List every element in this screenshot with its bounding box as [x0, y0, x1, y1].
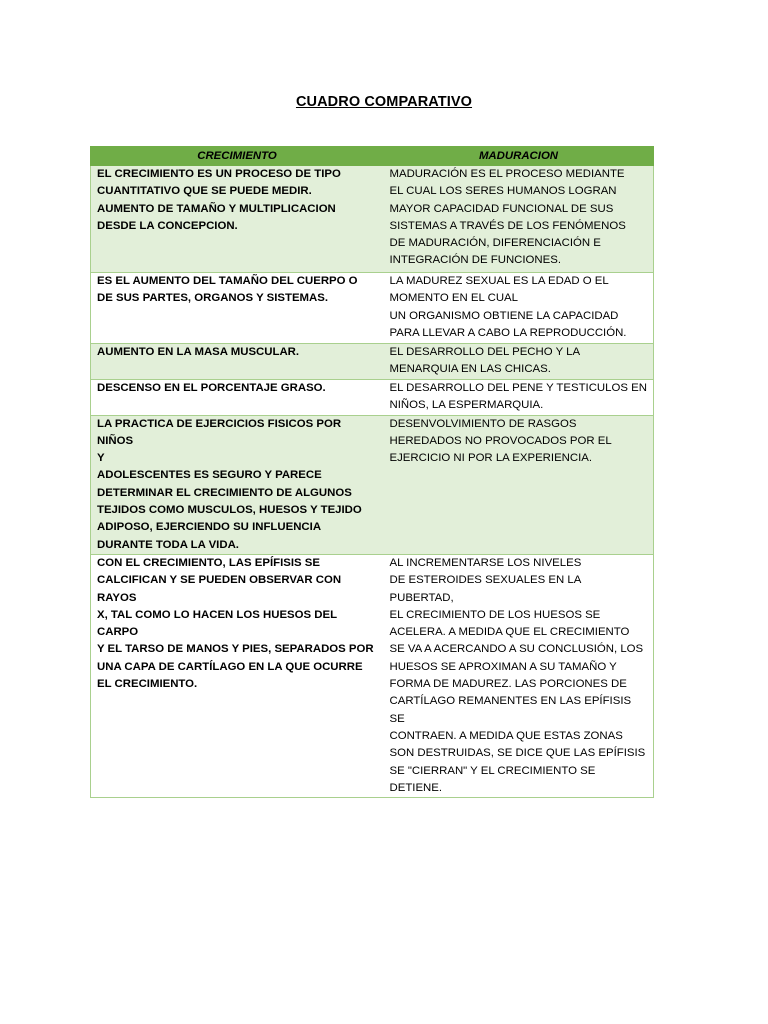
crecimiento-cell: [91, 554, 384, 797]
crecimiento-cell: [91, 415, 384, 554]
maduracion-cell: [384, 380, 654, 416]
column-header-crecimiento: CRECIMIENTO: [91, 147, 384, 166]
cell-text: MADURACIÓN ES EL PROCESO MEDIANTE EL CUAL LOS SERES HUMANOS LOGRAN MAYOR CAPACIDAD FUNCIONAL DE SUS SISTEMAS A TRAVÉS DE LOS FENÓMENOS DE MADURACIÓN, DIFERENCIACIÓN E INTEGRACIÓN DE FUNCIONES.: [389, 168, 626, 267]
cell-text: CON EL CRECIMIENTO, LAS EPÍFISIS SE CALCIFICAN Y SE PUEDEN OBSERVAR CON RAYOS X, TAL COMO LO HACEN LOS HUESOS DEL CARPO Y EL TARSO DE MANOS Y PIES, SEPARADOS POR UNA CAPA DE CARTÍLAGO EN LA QUE OCURRE EL CRECIMIENTO.: [97, 556, 374, 691]
crecimiento-cell: [91, 344, 384, 380]
cell-text: ES EL AUMENTO DEL TAMAÑO DEL CUERPO O DE SUS PARTES, ORGANOS Y SISTEMAS.: [97, 275, 358, 305]
table-row: [91, 273, 654, 344]
crecimiento-cell: [91, 166, 384, 273]
table-row: [91, 344, 654, 380]
cell-text: LA PRACTICA DE EJERCICIOS FISICOS POR NIÑOS Y ADOLESCENTES ES SEGURO Y PARECE DETERMINAR EL CRECIMIENTO DE ALGUNOS TEJIDOS COMO MUSCULOS, HUESOS Y TEJIDO ADIPOSO, EJERCIENDO SU INFLUENCIA DURANTE TODA LA VIDA.: [97, 417, 362, 551]
cell-text: EL DESARROLLO DEL PENE Y TESTICULOS EN NIÑOS, LA ESPERMARQUIA.: [389, 382, 647, 412]
crecimiento-cell: [91, 380, 384, 416]
page-title: CUADRO COMPARATIVO: [295, 94, 473, 110]
maduracion-cell: [384, 415, 654, 554]
maduracion-cell: [384, 166, 654, 273]
cell-text: EL DESARROLLO DEL PECHO Y LA MENARQUIA EN LAS CHICAS.: [389, 346, 581, 376]
comparison-table: [90, 146, 654, 798]
cell-text: LA MADUREZ SEXUAL ES LA EDAD O EL MOMENTO EN EL CUAL UN ORGANISMO OBTIENE LA CAPACIDAD PARA LLEVAR A CABO LA REPRODUCCIÓN.: [389, 275, 627, 339]
cell-text: AL INCREMENTARSE LOS NIVELES DE ESTEROIDES SEXUALES EN LA PUBERTAD, EL CRECIMIENTO DE LOS HUESOS SE ACELERA. A MEDIDA QUE EL CRECIMIENTO SE VA A ACERCANDO A SU CONCLUSIÓN, LOS HUESOS SE APROXIMAN A SU TAMAÑO Y FORMA DE MADUREZ. LAS PORCIONES DE CARTÍLAGO REMANENTES EN LAS EPÍFISIS SE CONTRAEN. A MEDIDA QUE ESTAS ZONAS SON DESTRUIDAS, SE DICE QUE LAS EPÍFISIS SE "CIERRAN" Y EL CRECIMIENTO SE DETIENE.: [389, 556, 646, 794]
cell-text: DESCENSO EN EL PORCENTAJE GRASO.: [97, 382, 326, 394]
cell-text: AUMENTO EN LA MASA MUSCULAR.: [97, 346, 300, 358]
maduracion-cell: [384, 344, 654, 380]
cell-text: DESENVOLVIMIENTO DE RASGOS HEREDADOS NO PROVOCADOS POR EL EJERCICIO NI POR LA EXPERIENCIA.: [389, 417, 612, 465]
table-row: [91, 166, 654, 273]
table-row: [91, 415, 654, 554]
table-row: [91, 554, 654, 797]
maduracion-cell: [384, 554, 654, 797]
column-header-maduracion: MADURACION: [384, 147, 654, 166]
table-row: [91, 380, 654, 416]
cell-text: EL CRECIMIENTO ES UN PROCESO DE TIPO CUANTITATIVO QUE SE PUEDE MEDIR. AUMENTO DE TAMAÑO Y MULTIPLICACION DESDE LA CONCEPCION.: [97, 168, 341, 232]
maduracion-cell: [384, 273, 654, 344]
table-header-row: [91, 147, 654, 166]
crecimiento-cell: [91, 273, 384, 344]
